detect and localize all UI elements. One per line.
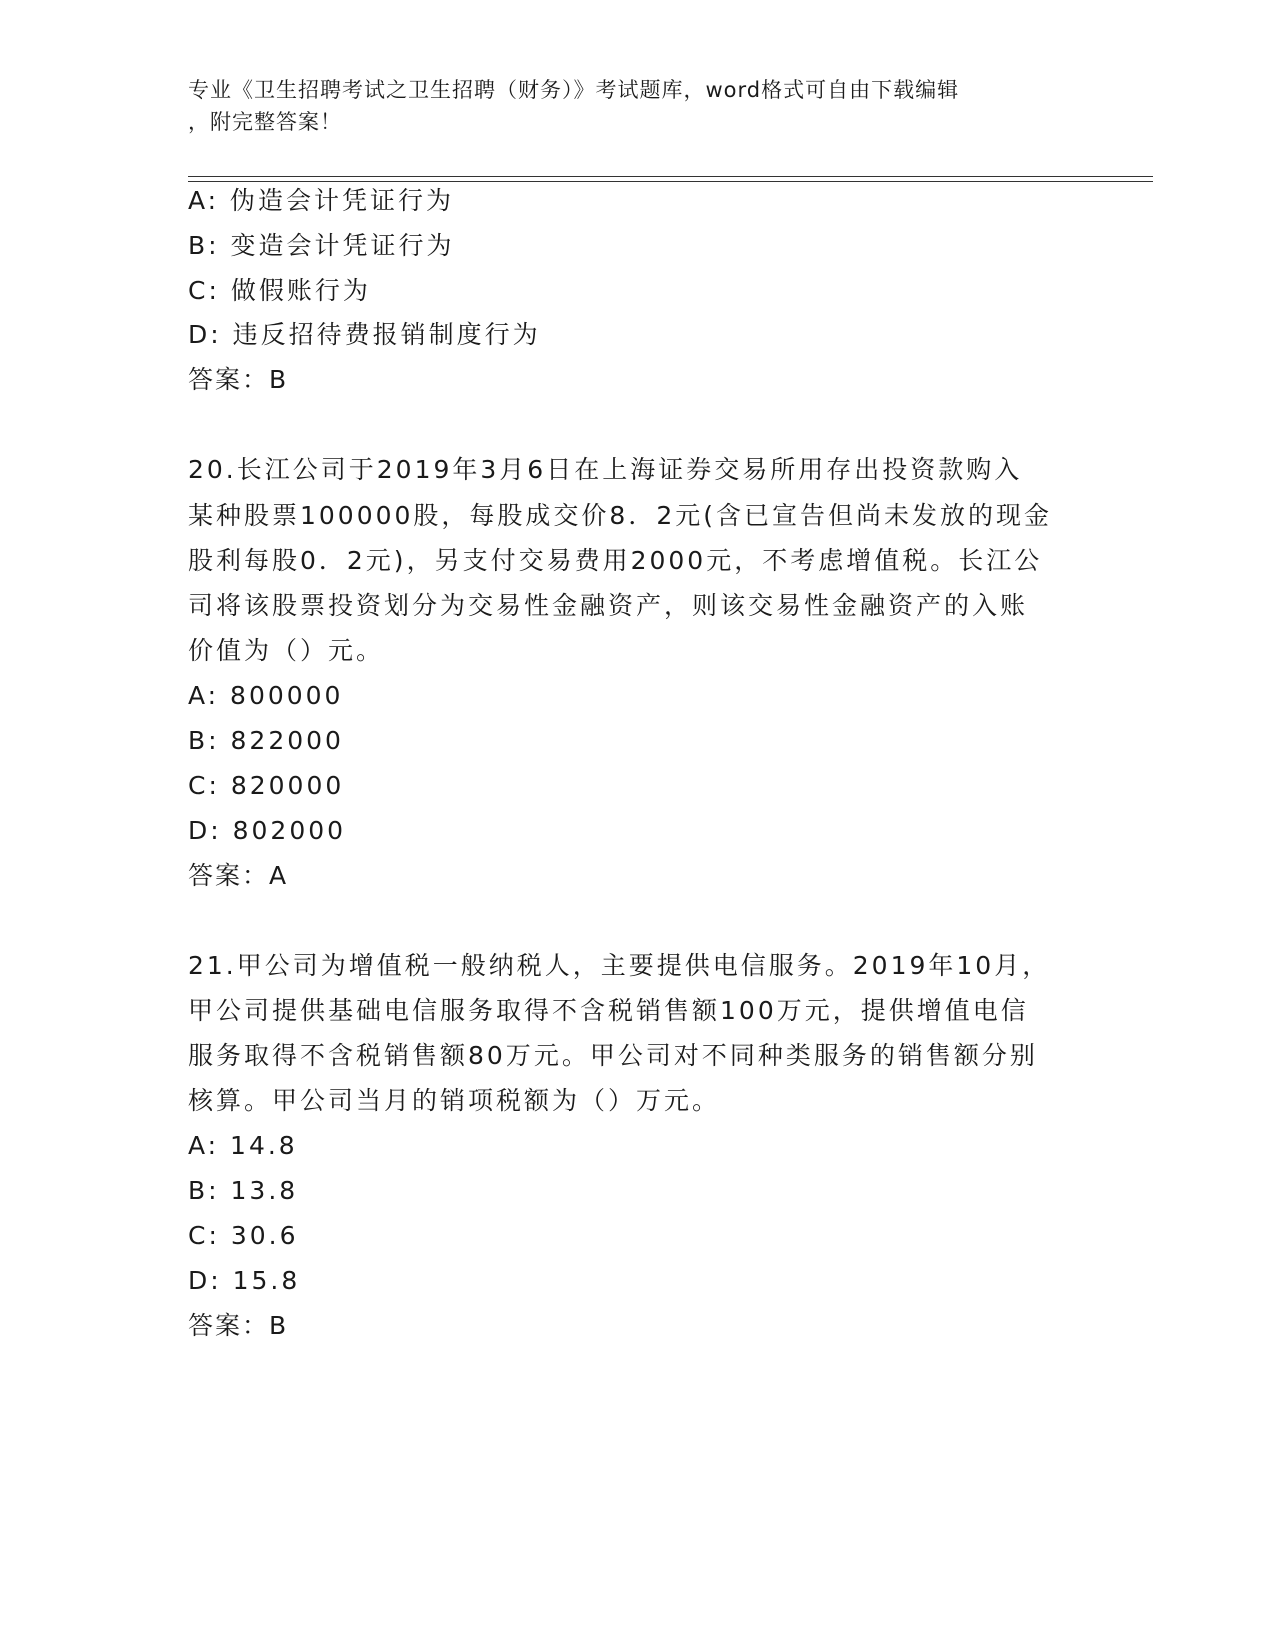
q21-option-b: B: 13.8 — [188, 1176, 299, 1205]
q21-stem-line-4: 核算。甲公司当月的销项税额为（）万元。 — [188, 1086, 721, 1115]
q20-stem-line-4: 司将该股票投资划分为交易性金融资产，则该交易性金融资产的入账 — [188, 591, 1029, 620]
q21-option-d: D: 15.8 — [188, 1266, 301, 1295]
header-line-2: ，附完整答案！ — [188, 110, 342, 134]
q21-option-a: A: 14.8 — [188, 1131, 298, 1160]
q20-option-d: D: 802000 — [188, 816, 347, 845]
q20-option-b: B: 822000 — [188, 726, 344, 755]
q19-option-d: D: 违反招待费报销制度行为 — [188, 320, 541, 349]
q20-option-c: C: 820000 — [188, 771, 345, 800]
header-divider-bottom — [188, 181, 1153, 182]
q21-answer: 答案：B — [188, 1311, 289, 1340]
q20-stem-line-1: 20.长江公司于2019年3月6日在上海证券交易所用存出投资款购入 — [188, 455, 1023, 484]
q20-answer: 答案：A — [188, 861, 289, 890]
header-divider-top — [188, 176, 1153, 177]
q21-stem-line-1: 21.甲公司为增值税一般纳税人，主要提供电信服务。2019年10月， — [188, 951, 1051, 980]
q20-option-a: A: 800000 — [188, 681, 344, 710]
q19-option-a: A: 伪造会计凭证行为 — [188, 186, 455, 215]
q20-stem-line-5: 价值为（）元。 — [188, 636, 385, 665]
q21-stem-line-2: 甲公司提供基础电信服务取得不含税销售额100万元，提供增值电信 — [188, 996, 1029, 1025]
q21-stem-line-3: 服务取得不含税销售额80万元。甲公司对不同种类服务的销售额分别 — [188, 1041, 1038, 1070]
header-line-1: 专业《卫生招聘考试之卫生招聘（财务）》考试题库，word格式可自由下载编辑 — [188, 78, 960, 102]
q20-stem-line-3: 股利每股0．2元)，另支付交易费用2000元，不考虑增值税。长江公 — [188, 546, 1043, 575]
q19-answer: 答案：B — [188, 365, 289, 394]
q19-option-c: C: 做假账行为 — [188, 276, 371, 305]
q19-option-b: B: 变造会计凭证行为 — [188, 231, 455, 260]
q21-option-c: C: 30.6 — [188, 1221, 299, 1250]
document-header — [188, 74, 1068, 138]
q20-stem-line-2: 某种股票100000股，每股成交价8．2元(含已宣告但尚未发放的现金 — [188, 501, 1053, 530]
